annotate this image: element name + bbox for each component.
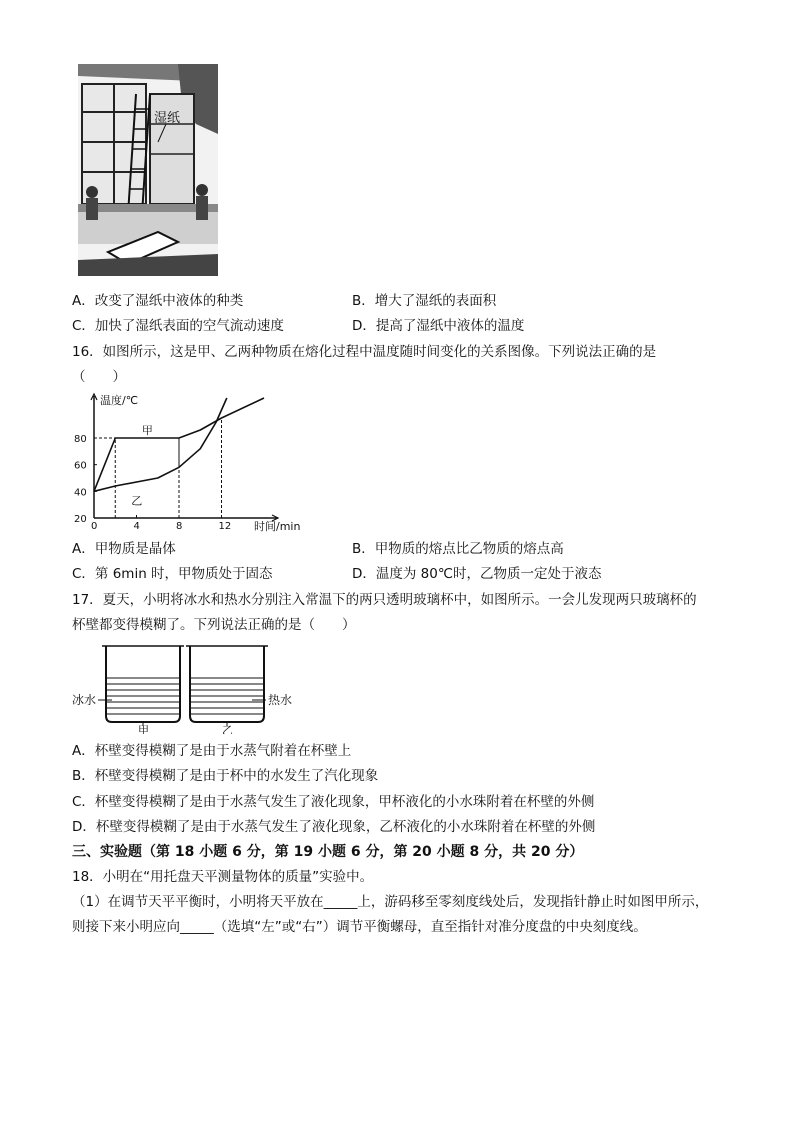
q16-option-d: D．温度为 80℃时，乙物质一定处于液态 xyxy=(352,566,602,582)
q17-option-a: A．杯壁变得模糊了是由于水蒸气附着在杯壁上 xyxy=(72,743,352,759)
cup-jia-label: 甲 xyxy=(138,724,149,734)
y-tick-label: 20 xyxy=(74,514,87,525)
cup-yi-label: 乙 xyxy=(222,724,233,734)
q17-stem-line2: 杯壁都变得模糊了。下列说法正确的是（ ） xyxy=(72,617,356,633)
y-tick-label: 80 xyxy=(74,434,87,445)
q15-option-c: C．加快了湿纸表面的空气流动速度 xyxy=(72,318,284,334)
q16-stem-line2: （ ） xyxy=(72,369,126,385)
q15-option-d: D．提高了湿纸中液体的温度 xyxy=(352,318,525,334)
q17-option-d: D．杯壁变得模糊了是由于水蒸气发生了液化现象，乙杯液化的小水珠附着在杯壁的外侧 xyxy=(72,819,596,835)
ice-water-label: 冰水 xyxy=(72,693,97,707)
y-tick-label: 40 xyxy=(74,487,87,499)
wet-paper-label: 湿纸 xyxy=(154,111,181,126)
x-tick-label: 0 xyxy=(91,521,98,532)
two-cups-illustration xyxy=(72,642,312,734)
section3-heading: 三、实验题（第 18 小题 6 分，第 19 小题 6 分，第 20 小题 8 分，共 20 分） xyxy=(72,844,584,860)
x-tick-label: 12 xyxy=(218,521,232,532)
temperature-time-chart xyxy=(72,392,312,532)
q15-option-a: A．改变了湿纸中液体的种类 xyxy=(72,293,244,309)
q16-stem-line1: 16．如图所示，这是甲、乙两种物质在熔化过程中温度随时间变化的关系图像。下列说法正确的是 xyxy=(72,344,657,360)
q16-chart xyxy=(72,392,312,532)
series-label-yi: 乙 xyxy=(131,494,143,508)
q18-part1-line1: （1）在调节天平平衡时，小明将天平放在_____上，游码移至零刻度线处后，发现指针静止时如图甲所示， xyxy=(72,894,709,910)
q18-stem: 18．小明在“用托盘天平测量物体的质量”实验中。 xyxy=(72,869,374,885)
x-axis-label: 时间/min xyxy=(254,520,301,532)
q16-option-a: A．甲物质是晶体 xyxy=(72,541,176,557)
q15-figure xyxy=(78,64,218,276)
q17-figure xyxy=(72,642,312,734)
q17-option-b: B．杯壁变得模糊了是由于杯中的水发生了汽化现象 xyxy=(72,768,379,784)
series-label-jia: 甲 xyxy=(141,424,153,437)
q17-stem-line1: 17．夏天，小明将冰水和热水分别注入常温下的两只透明玻璃杯中，如图所示。一会儿发现两只玻璃杯的 xyxy=(72,592,697,608)
q17-option-c: C．杯壁变得模糊了是由于水蒸气发生了液化现象，甲杯液化的小水珠附着在杯壁的外侧 xyxy=(72,794,595,810)
y-axis-label: 温度/℃ xyxy=(100,394,139,407)
x-tick-label: 4 xyxy=(133,521,140,532)
q16-option-b: B．甲物质的熔点比乙物质的熔点高 xyxy=(352,541,564,557)
q16-option-c: C．第 6min 时，甲物质处于固态 xyxy=(72,566,273,582)
x-tick-label: 8 xyxy=(176,521,183,532)
scene-illustration xyxy=(78,64,218,276)
y-tick-label: 60 xyxy=(74,460,87,472)
hot-water-label: 热水 xyxy=(268,693,293,707)
q18-part1-line2: 则接下来小明应向_____（选填“左”或“右”）调节平衡螺母，直至指针对准分度盘的中央刻度线。 xyxy=(72,919,647,935)
q15-option-b: B．增大了湿纸的表面积 xyxy=(352,293,497,309)
series-line-yi xyxy=(94,398,227,491)
